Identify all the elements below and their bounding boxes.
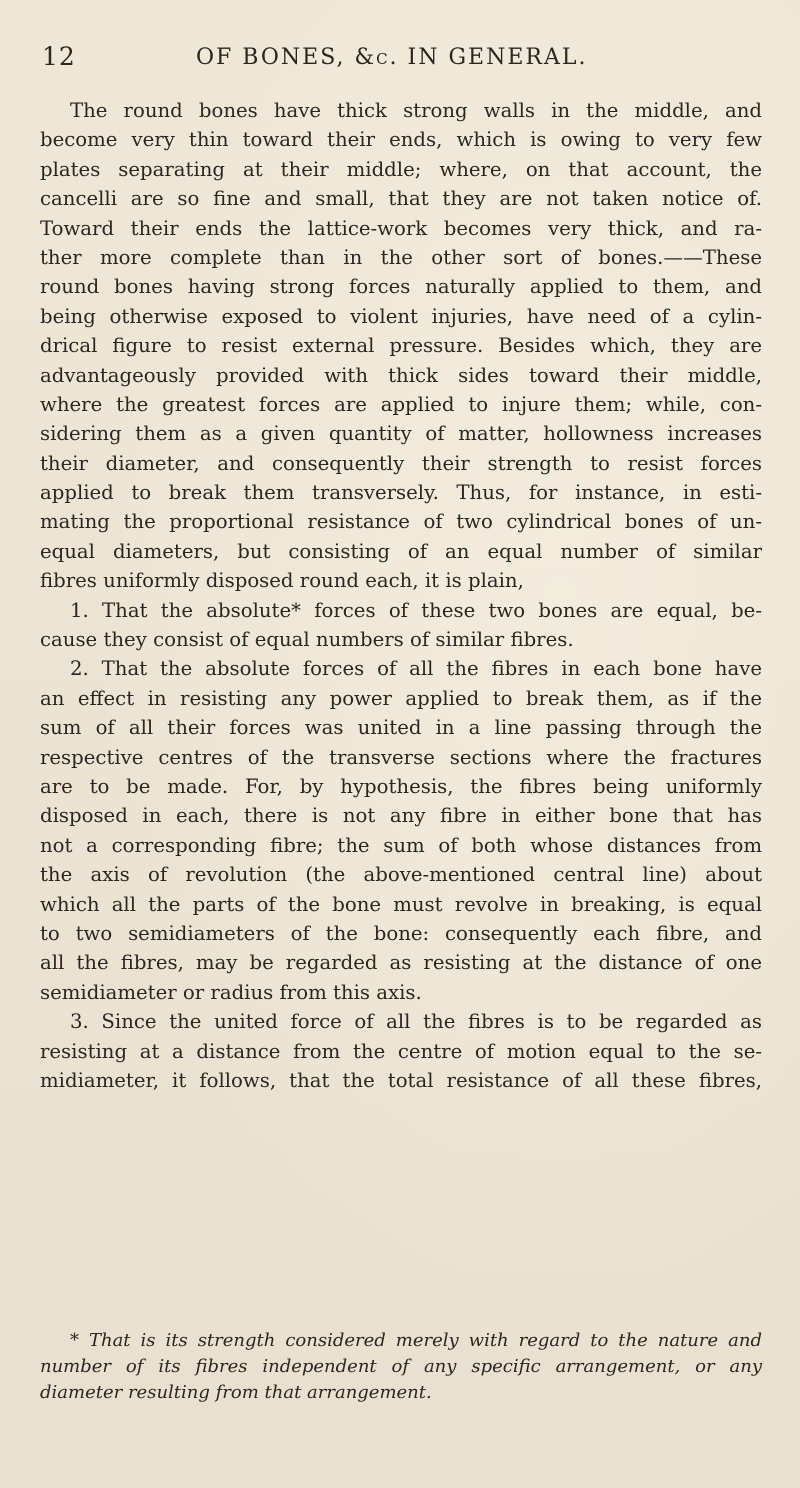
body-line: the axis of revolution (the above-mentioned central line) about — [40, 863, 762, 887]
body-line: 2. That the absolute forces of all the fibres in each bone have — [70, 657, 762, 681]
body-line: which all the parts of the bone must revolve in breaking, is equal — [40, 892, 762, 916]
body-line: 3. Since the united force of all the fibres is to be regarded as — [70, 1010, 762, 1034]
footnote-line: diameter resulting from that arrangement. — [40, 1382, 432, 1403]
running-head: OF BONES, &c. IN GENERAL. — [196, 45, 588, 70]
body-line: round bones having strong forces naturally applied to them, and — [40, 275, 762, 299]
body-line: respective centres of the transverse sections where the fractures — [40, 745, 762, 769]
body-line: where the greatest forces are applied to injure them; while, con- — [40, 392, 762, 416]
body-line: sum of all their forces was united in a line passing through the — [40, 716, 762, 740]
body-line: 1. That the absolute* forces of these two bones are equal, be- — [70, 598, 762, 622]
page-header — [42, 42, 762, 82]
body-line: an effect in resisting any power applied to break them, as if the — [40, 686, 762, 710]
body-line: mating the proportional resistance of two cylindrical bones of un- — [40, 510, 762, 534]
body-line: plates separating at their middle; where, on that account, the — [40, 157, 762, 181]
body-line: disposed in each, there is not any fibre in either bone that has — [40, 804, 762, 828]
footnote — [40, 1328, 762, 1406]
body-line: resisting at a distance from the centre of motion equal to the se- — [40, 1039, 762, 1063]
body-text — [40, 96, 762, 1095]
body-line: ther more complete than in the other sort of bones.——These — [40, 245, 762, 269]
body-line: midiameter, it follows, that the total resistance of all these fibres, — [40, 1068, 762, 1092]
body-line: to two semidiameters of the bone: consequently each fibre, and — [40, 921, 762, 945]
body-line: Toward their ends the lattice-work becomes very thick, and ra- — [40, 216, 762, 240]
body-line: not a corresponding fibre; the sum of both whose distances from — [40, 833, 762, 857]
body-line: applied to break them transversely. Thus, for instance, in esti- — [40, 481, 762, 505]
body-line: semidiameter or radius from this axis. — [40, 980, 422, 1004]
body-line: sidering them as a given quantity of matter, hollowness increases — [40, 422, 762, 446]
body-line: drical figure to resist external pressure. Besides which, they are — [40, 334, 762, 358]
body-line: are to be made. For, by hypothesis, the fibres being uniformly — [40, 774, 762, 798]
footnote-line: * That is its strength considered merely with regard to the nature and — [70, 1330, 762, 1351]
footnote-line: number of its fibres independent of any specific arrangement, or any — [40, 1356, 762, 1377]
page-number: 12 — [42, 42, 76, 71]
body-line: all the fibres, may be regarded as resisting at the distance of one — [40, 951, 762, 975]
body-line: their diameter, and consequently their strength to resist forces — [40, 451, 762, 475]
body-line: being otherwise exposed to violent injuries, have need of a cylin- — [40, 304, 762, 328]
body-line: The round bones have thick strong walls in the middle, and — [70, 99, 762, 122]
body-line: cancelli are so fine and small, that they are not taken notice of. — [40, 187, 762, 211]
body-line: equal diameters, but consisting of an equal number of similar — [40, 539, 762, 563]
body-line: fibres uniformly disposed round each, it is plain, — [40, 569, 524, 593]
body-line: become very thin toward their ends, which is owing to very few — [40, 128, 762, 152]
body-line: advantageously provided with thick sides toward their middle, — [40, 363, 762, 387]
body-line: cause they consist of equal numbers of similar fibres. — [40, 628, 574, 652]
